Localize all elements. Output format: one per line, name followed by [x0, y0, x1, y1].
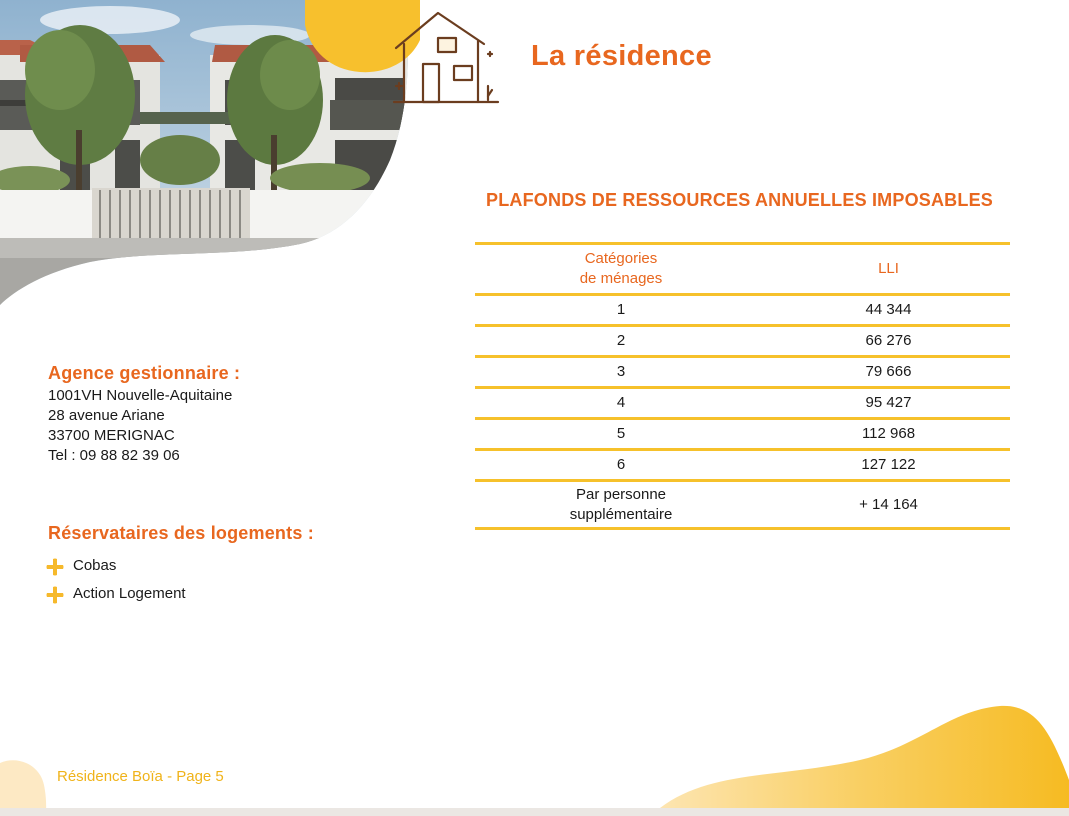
residence-photo [0, 0, 420, 320]
table-header-row [475, 244, 1010, 295]
agency-name: 1001VH Nouvelle-Aquitaine [48, 387, 233, 404]
table-cell-category: 3 [475, 357, 767, 388]
list-item [46, 557, 266, 579]
table-cell-value: 112 968 [767, 419, 1010, 450]
agency-city: 33700 MERIGNAC [48, 427, 175, 444]
agency-address [48, 386, 232, 466]
table-cell-category: 4 [475, 388, 767, 419]
table-cell-value: 127 122 [767, 450, 1010, 481]
table-cell-value: 95 427 [767, 388, 1010, 419]
table-header-categories [475, 244, 767, 295]
table-row-extra-person [475, 481, 1010, 529]
table-row [475, 388, 1010, 419]
reservataire-cobas: Cobas [73, 557, 117, 574]
bottom-decoration [650, 700, 1069, 816]
extra-category-line1: Par personne [575, 485, 667, 503]
table-cell-value: 44 344 [767, 295, 1010, 326]
table-row [475, 450, 1010, 481]
table-title: PLAFONDS DE RESSOURCES ANNUELLES IMPOSABLES [486, 190, 993, 210]
table-cell-extra-value: + 14 164 [767, 481, 1010, 529]
reservataire-action-logement: Action Logement [73, 585, 186, 602]
table-cell-value: 79 666 [767, 357, 1010, 388]
extra-category-line2: supplémentaire [569, 505, 673, 523]
table-header-categories-line2: de ménages [579, 270, 663, 287]
footer-page-label: Résidence Boïa - Page 5 [57, 768, 224, 785]
corner-decoration [0, 755, 60, 816]
table-header-categories-line1: Catégories [584, 250, 658, 267]
house-outline-icon [392, 8, 504, 106]
table-cell-extra-category [475, 481, 767, 529]
table-cell-category: 6 [475, 450, 767, 481]
list-item [46, 585, 266, 607]
income-ceiling-table [475, 242, 1010, 530]
agency-phone: Tel : 09 88 82 39 06 [48, 447, 180, 464]
table-row [475, 326, 1010, 357]
table-row [475, 295, 1010, 326]
table-header-lli: LLI [767, 244, 1010, 295]
agency-title: Agence gestionnaire : [48, 363, 241, 383]
plus-cross-icon [46, 558, 64, 576]
table-cell-value: 66 276 [767, 326, 1010, 357]
page-title: La résidence [531, 40, 712, 72]
table-cell-category: 2 [475, 326, 767, 357]
plus-cross-icon [46, 586, 64, 604]
table-cell-category: 5 [475, 419, 767, 450]
bottom-bar [0, 808, 1069, 816]
agency-street: 28 avenue Ariane [48, 407, 165, 424]
table-row [475, 357, 1010, 388]
table-row [475, 419, 1010, 450]
table-cell-category: 1 [475, 295, 767, 326]
reservataires-title: Réservataires des logements : [48, 523, 314, 543]
